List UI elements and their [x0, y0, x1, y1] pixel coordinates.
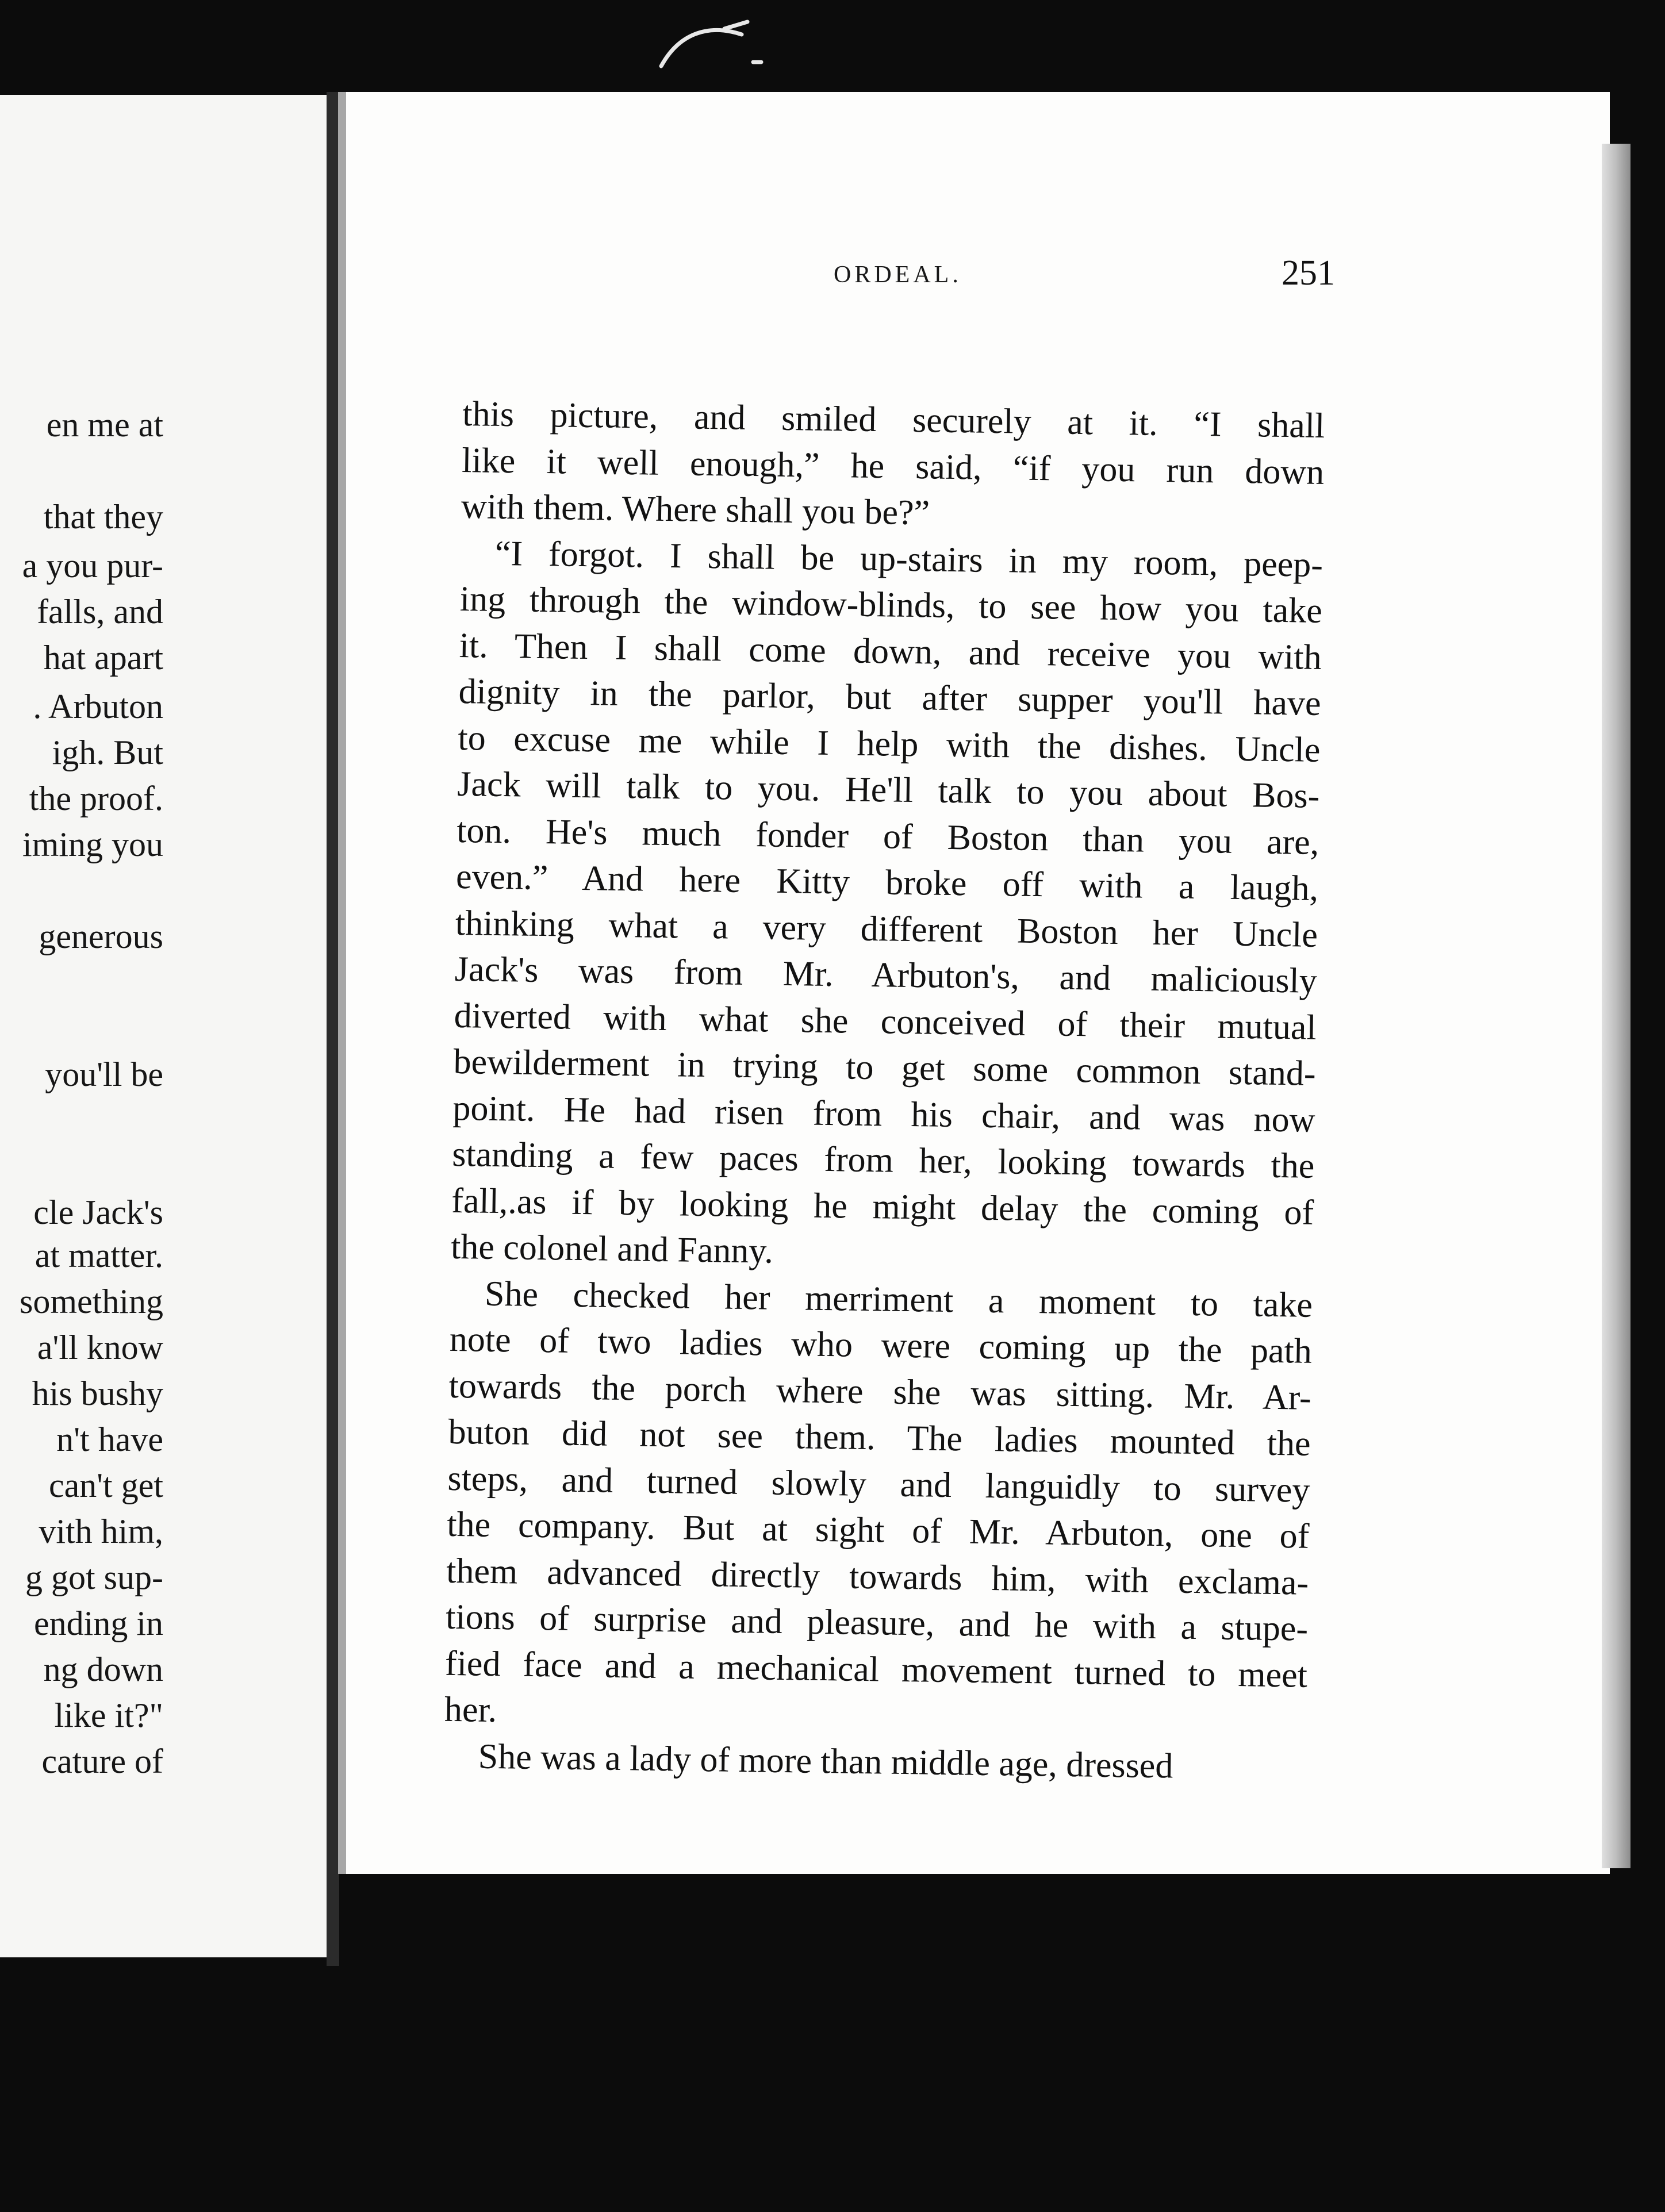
text-line: standing a few paces from her, looking towards the: [451, 1134, 1315, 1186]
text-line: her.: [444, 1689, 497, 1730]
text-line: it. Then I shall come down, and receive you with: [459, 625, 1322, 677]
left-page-line: at matter.: [34, 1236, 163, 1274]
text-line: bewilderment in trying to get some common stand-: [453, 1042, 1317, 1093]
left-page-line: that they: [43, 498, 163, 536]
text-line: fall,.as if by looking he might delay the coming of: [451, 1181, 1314, 1232]
page-number: 251: [1282, 254, 1335, 293]
left-page-line: ending in: [34, 1604, 163, 1642]
text-line: thinking what a very different Boston her Uncle: [455, 903, 1318, 955]
text-line: like it well enough,” he said, “if you run down: [461, 440, 1325, 492]
left-page-line: . Arbuton: [33, 688, 163, 725]
text-line: to excuse me while I help with the dishes. Uncle: [458, 718, 1321, 770]
text-line: point. He had risen from his chair, and was now: [452, 1088, 1315, 1140]
text-line: ing through the window-blinds, to see how you take: [459, 579, 1323, 631]
text-line: buton did not see them. The ladies mounted the: [448, 1412, 1311, 1464]
chapter-title: ORDEAL.: [834, 262, 962, 288]
left-page-line: a'll know: [37, 1328, 163, 1366]
text-line: “I forgot. I shall be up-stairs in my room, peep-: [494, 533, 1323, 585]
text-line: fied face and a mechanical movement turned to meet: [444, 1643, 1308, 1695]
left-page-line: vith him,: [39, 1512, 163, 1550]
text-line: Jack's was from Mr. Arbuton's, and maliciously: [454, 949, 1318, 1001]
left-page-line: can't get: [48, 1466, 163, 1504]
left-page-line: like it?": [54, 1696, 163, 1734]
ink-flourish-mark: [655, 11, 770, 75]
left-page-line: falls, and: [37, 593, 163, 631]
left-page-line: ng down: [43, 1650, 163, 1688]
text-line: dignity in the parlor, but after supper you'll have: [458, 671, 1322, 723]
text-line: the company. But at sight of Mr. Arbuton, one of: [446, 1504, 1310, 1556]
left-page-line: the proof.: [29, 779, 163, 817]
left-page-line: cature of: [41, 1742, 163, 1780]
left-page-line: you'll be: [45, 1055, 163, 1093]
left-page-line: iming you: [22, 825, 163, 863]
text-line: the colonel and Fanny.: [450, 1227, 774, 1271]
text-line: even.” And here Kitty broke off with a laugh,: [455, 857, 1319, 908]
text-line: steps, and turned slowly and languidly to survey: [447, 1458, 1310, 1510]
left-page-line: cle Jack's: [33, 1193, 163, 1231]
text-line: Jack will talk to you. He'll talk to you about Bos-: [456, 764, 1320, 816]
text-line: with them. Where shall you be?”: [461, 486, 930, 533]
text-line: She checked her merriment a moment to take: [484, 1274, 1313, 1325]
book-gutter: [327, 92, 339, 1966]
left-page-line: en me at: [46, 406, 163, 444]
text-line: tions of surprise and pleasure, and he with a stupe-: [445, 1597, 1309, 1649]
left-page-line: hat apart: [43, 639, 163, 677]
left-page-line: generous: [39, 917, 163, 955]
page-edges: [1602, 144, 1631, 1868]
left-facing-page: [0, 95, 332, 1957]
left-page-line: igh. But: [52, 734, 163, 771]
left-page-line: something: [20, 1282, 163, 1320]
text-line: them advanced directly towards him, with exclama-: [446, 1551, 1309, 1603]
text-line: diverted with what she conceived of their mutual: [454, 996, 1317, 1047]
left-page-line: g got sup-: [25, 1558, 163, 1596]
text-line: note of two ladies who were coming up the path: [449, 1319, 1313, 1371]
text-line: this picture, and smiled securely at it. “I shall: [462, 394, 1325, 446]
left-page-line: his bushy: [32, 1374, 163, 1412]
text-line: ton. He's much fonder of Boston than you are,: [456, 811, 1319, 862]
text-line: She was a lady of more than middle age, dressed: [478, 1737, 1173, 1785]
running-header: [512, 253, 1351, 305]
left-page-line: a you pur-: [22, 547, 163, 585]
left-page-line: n't have: [56, 1420, 163, 1458]
text-line: towards the porch where she was sitting. Mr. Ar-: [448, 1366, 1312, 1418]
